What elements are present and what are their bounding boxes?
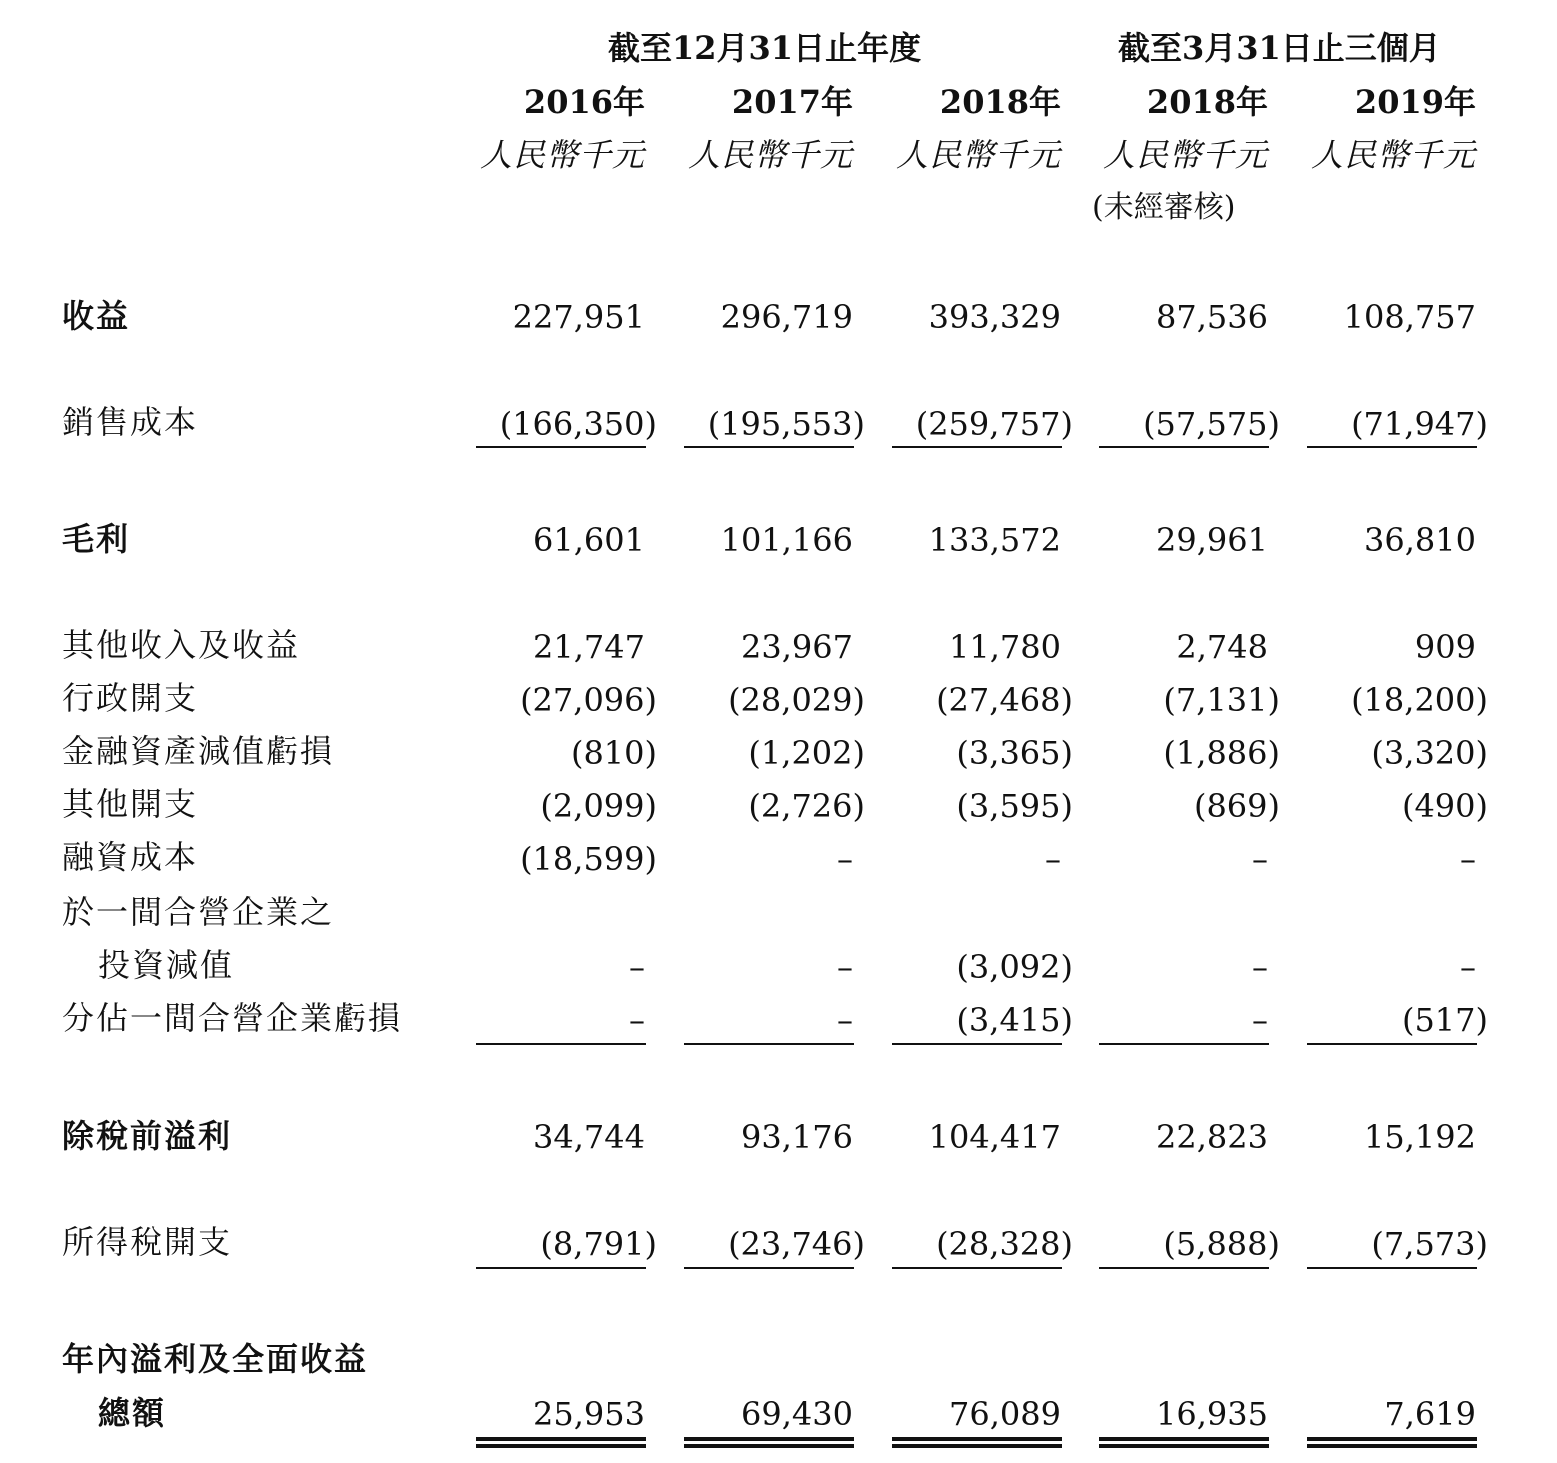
- row-label-jv-investment: 於一間合營企業之: [62, 893, 335, 931]
- cell: 11,780: [949, 628, 1061, 666]
- cell: (71,947): [1351, 405, 1488, 443]
- cell: (1,886): [1163, 734, 1280, 772]
- cell: 101,166: [720, 521, 853, 559]
- subtotal-underline: [1307, 1267, 1477, 1269]
- subtotal-underline: [684, 1267, 854, 1269]
- total-double-underline: [684, 1437, 854, 1448]
- cell: –: [1252, 840, 1268, 878]
- subtotal-underline: [684, 446, 854, 448]
- cell: (166,350): [499, 405, 657, 443]
- cell: 25,953: [533, 1395, 645, 1433]
- cell: 87,536: [1156, 298, 1268, 336]
- cell: 34,744: [533, 1118, 645, 1156]
- header-group-quarter: 截至3月31日止三個月: [1118, 29, 1441, 67]
- cell: (195,553): [707, 405, 865, 443]
- header-unit: 人民幣千元: [1310, 136, 1476, 174]
- cell: (1,202): [748, 734, 865, 772]
- row-label-profit-total-line1: 年內溢利及全面收益: [62, 1340, 369, 1378]
- cell: 2,748: [1176, 628, 1268, 666]
- cell: –: [1045, 840, 1061, 878]
- subtotal-underline: [476, 1043, 646, 1045]
- row-label-cost-of-sales: 銷售成本: [62, 403, 199, 441]
- row-label-other-expenses: 其他開支: [62, 785, 199, 823]
- subtotal-underline: [684, 1043, 854, 1045]
- cell: (517): [1401, 1001, 1488, 1039]
- header-unit: 人民幣千元: [479, 136, 645, 174]
- cell: (27,096): [520, 681, 657, 719]
- cell: 393,329: [928, 298, 1061, 336]
- cell: (28,029): [728, 681, 865, 719]
- subtotal-underline: [1099, 1267, 1269, 1269]
- cell: 21,747: [533, 628, 645, 666]
- cell: –: [629, 1001, 645, 1039]
- cell: (18,599): [520, 840, 657, 878]
- row-label-share-of-jv-loss: 分佔一間合營企業虧損: [62, 999, 403, 1037]
- cell: –: [837, 948, 853, 986]
- cell: (810): [570, 734, 657, 772]
- cell: (28,328): [936, 1225, 1073, 1263]
- total-double-underline: [1307, 1437, 1477, 1448]
- header-year: 2016年: [523, 83, 645, 121]
- cell: 104,417: [928, 1118, 1061, 1156]
- row-label-other-income: 其他收入及收益: [62, 626, 301, 664]
- cell: (7,573): [1371, 1225, 1488, 1263]
- cell: 16,935: [1156, 1395, 1268, 1433]
- header-year: 2019年: [1354, 83, 1476, 121]
- cell: –: [1252, 948, 1268, 986]
- header-unaudited-note: (未經審核): [1092, 190, 1236, 225]
- subtotal-underline: [892, 1043, 1062, 1045]
- subtotal-underline: [1099, 446, 1269, 448]
- subtotal-underline: [476, 446, 646, 448]
- header-unit: 人民幣千元: [895, 136, 1061, 174]
- cell: (8,791): [540, 1225, 657, 1263]
- cell: 108,757: [1343, 298, 1476, 336]
- cell: 93,176: [741, 1118, 853, 1156]
- subtotal-underline: [1307, 446, 1477, 448]
- cell: 15,192: [1364, 1118, 1476, 1156]
- cell: (57,575): [1143, 405, 1280, 443]
- cell: (23,746): [728, 1225, 865, 1263]
- header-group-annual: 截至12月31日止年度: [608, 29, 922, 67]
- cell: 133,572: [928, 521, 1061, 559]
- cell: 7,619: [1384, 1395, 1476, 1433]
- total-double-underline: [476, 1437, 646, 1448]
- subtotal-underline: [1099, 1043, 1269, 1045]
- header-unit: 人民幣千元: [687, 136, 853, 174]
- cell: 76,089: [949, 1395, 1061, 1433]
- cell: (3,365): [956, 734, 1073, 772]
- cell: 227,951: [512, 298, 645, 336]
- cell: –: [1460, 840, 1476, 878]
- cell: (27,468): [936, 681, 1073, 719]
- row-label-jv-impairment: 投資減值: [98, 946, 235, 984]
- cell: 22,823: [1156, 1118, 1268, 1156]
- cell: (5,888): [1163, 1225, 1280, 1263]
- cell: (3,415): [956, 1001, 1073, 1039]
- cell: (3,595): [956, 787, 1073, 825]
- subtotal-underline: [892, 1267, 1062, 1269]
- cell: –: [837, 840, 853, 878]
- header-year: 2018年: [939, 83, 1061, 121]
- cell: (3,320): [1371, 734, 1488, 772]
- cell: (490): [1401, 787, 1488, 825]
- cell: (2,099): [540, 787, 657, 825]
- cell: (18,200): [1351, 681, 1488, 719]
- cell: (7,131): [1163, 681, 1280, 719]
- row-label-revenue: 收益: [62, 297, 131, 335]
- cell: (259,757): [915, 405, 1073, 443]
- header-year: 2018年: [1146, 83, 1268, 121]
- total-double-underline: [892, 1437, 1062, 1448]
- row-label-admin-expenses: 行政開支: [62, 679, 199, 717]
- cell: –: [837, 1001, 853, 1039]
- total-double-underline: [1099, 1437, 1269, 1448]
- cell: –: [629, 948, 645, 986]
- cell: –: [1252, 1001, 1268, 1039]
- header-year: 2017年: [731, 83, 853, 121]
- row-label-gross-profit: 毛利: [62, 520, 131, 558]
- cell: (3,092): [956, 948, 1073, 986]
- cell: (869): [1193, 787, 1280, 825]
- cell: 23,967: [741, 628, 853, 666]
- cell: 69,430: [741, 1395, 853, 1433]
- subtotal-underline: [1307, 1043, 1477, 1045]
- row-label-finance-costs: 融資成本: [62, 838, 199, 876]
- row-label-impairment-financial-assets: 金融資產減值虧損: [62, 732, 335, 770]
- cell: 296,719: [720, 298, 853, 336]
- row-label-profit-before-tax: 除稅前溢利: [62, 1117, 233, 1155]
- cell: 29,961: [1156, 521, 1268, 559]
- subtotal-underline: [476, 1267, 646, 1269]
- cell: (2,726): [748, 787, 865, 825]
- cell: 909: [1414, 628, 1476, 666]
- cell: 61,601: [533, 521, 645, 559]
- subtotal-underline: [892, 446, 1062, 448]
- row-label-income-tax: 所得稅開支: [62, 1223, 233, 1261]
- row-label-profit-total-line2: 總額: [98, 1394, 167, 1432]
- cell: –: [1460, 948, 1476, 986]
- cell: 36,810: [1364, 521, 1476, 559]
- header-unit: 人民幣千元: [1102, 136, 1268, 174]
